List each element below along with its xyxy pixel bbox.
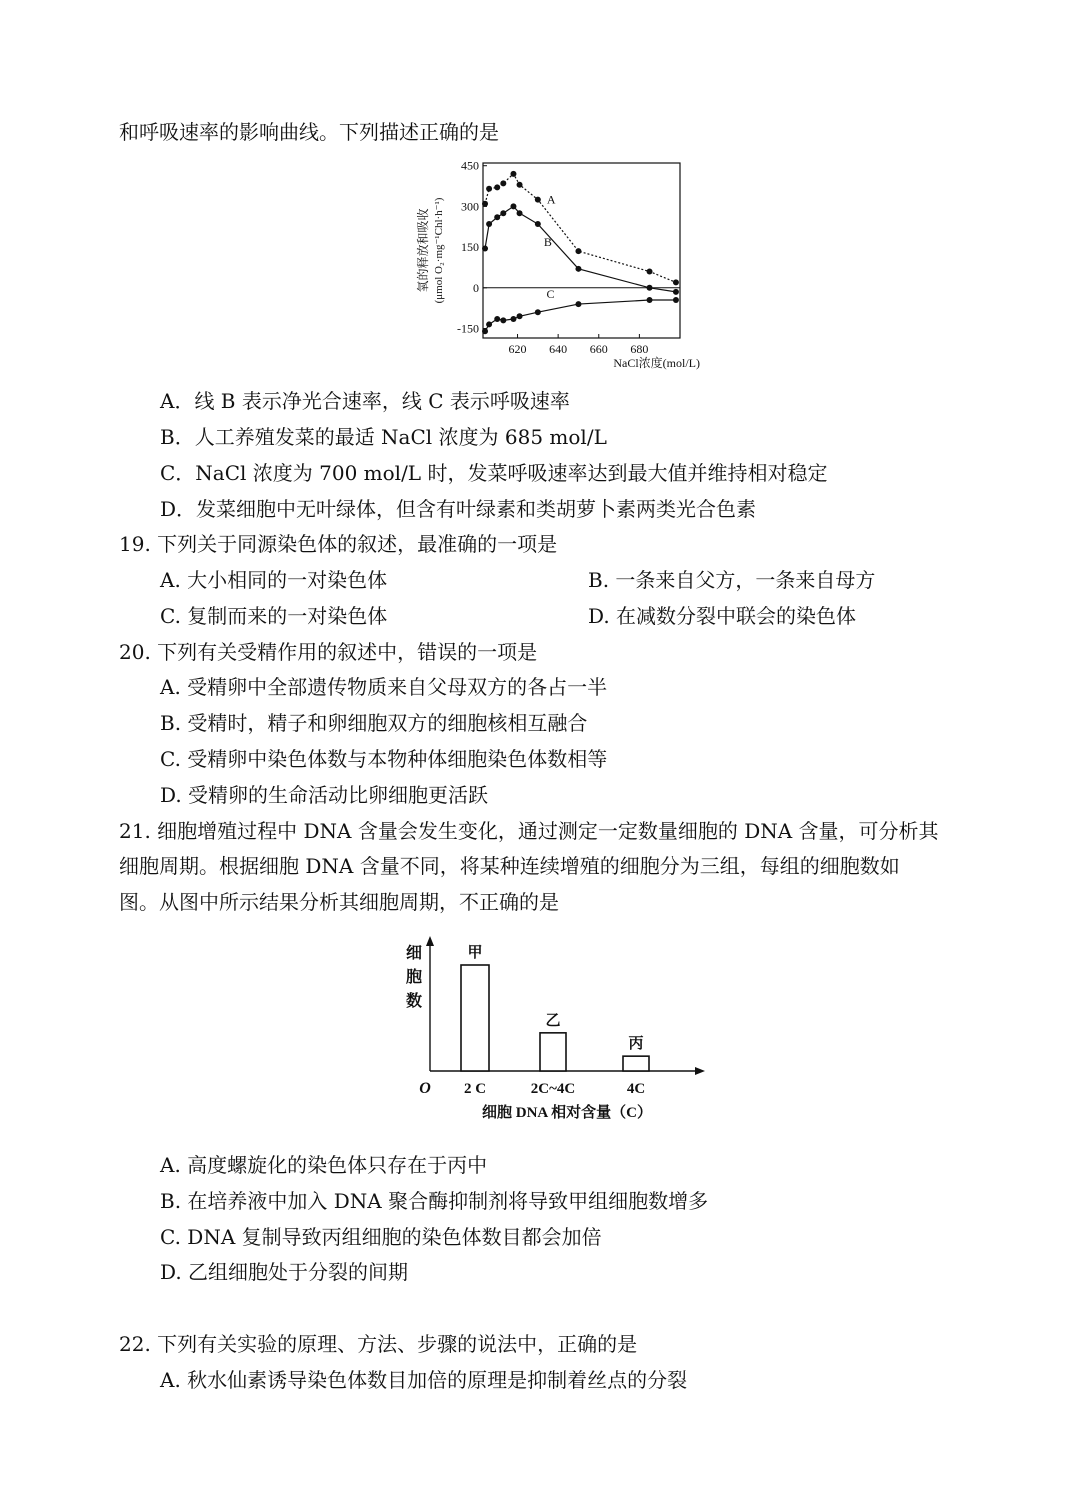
q20-option-c: C. 受精卵中染色体数与本物种体细胞染色体数相等 xyxy=(160,747,608,771)
y-axis-arrow xyxy=(426,936,434,946)
series-c-point xyxy=(673,297,679,303)
q18-option-a: A．线 B 表示净光合速率，线 C 表示呼吸速率 xyxy=(160,389,570,413)
series-b-point xyxy=(482,245,488,251)
bar-label-3: 丙 xyxy=(628,1036,644,1053)
series-b-label: B xyxy=(543,235,552,250)
bar-2 xyxy=(540,1033,566,1071)
q19-stem: 19. 下列关于同源染色体的叙述，最准确的一项是 xyxy=(119,532,558,556)
bar-label-2: 乙 xyxy=(545,1012,561,1029)
q21-option-a: A. 高度螺旋化的染色体只存在于丙中 xyxy=(160,1153,488,1177)
series-a-point xyxy=(647,269,653,275)
q19-option-c: C. 复制而来的一对染色体 xyxy=(160,604,388,628)
series-c-point xyxy=(510,316,516,322)
x-tick-label: 660 xyxy=(589,342,608,356)
series-b-point xyxy=(486,221,492,227)
x-tick-label: 640 xyxy=(549,342,568,356)
series-c-point xyxy=(535,309,541,315)
x-tick-label: 620 xyxy=(508,342,527,356)
series-c-point xyxy=(486,321,492,327)
q19-option-a: A. 大小相同的一对染色体 xyxy=(160,568,388,592)
series-a-point xyxy=(517,182,523,188)
q18-option-b: B．人工养殖发菜的最适 NaCl 浓度为 685 mol/L xyxy=(160,425,607,449)
series-a-line xyxy=(485,174,676,283)
y-axis-label-char: 数 xyxy=(405,993,423,1010)
q22-stem: 22. 下列有关实验的原理、方法、步骤的说法中，正确的是 xyxy=(119,1332,638,1356)
q21-stem-line-3: 图。从图中所示结果分析其细胞周期，不正确的是 xyxy=(119,890,559,914)
y-tick-label: 150 xyxy=(461,240,479,255)
q18-option-c: C．NaCl 浓度为 700 mol/L 时，发菜呼吸速率达到最大值并维持相对稳定 xyxy=(160,461,828,485)
x-axis-arrow xyxy=(695,1067,705,1075)
series-a-point xyxy=(500,180,506,186)
origin-label: O xyxy=(419,1080,431,1097)
series-c-point xyxy=(517,313,523,319)
q20-option-a: A. 受精卵中全部遗传物质来自父母双方的各占一半 xyxy=(160,675,608,699)
y-axis-label-char: 胞 xyxy=(405,969,423,986)
bar-3 xyxy=(623,1056,649,1071)
q18-option-d: D．发菜细胞中无叶绿体，但含有叶绿素和类胡萝卜素两类光合色素 xyxy=(160,497,757,521)
series-b-point xyxy=(494,214,500,220)
series-a-point xyxy=(486,186,492,192)
nacl-oxygen-chart xyxy=(405,155,715,375)
y-axis-label-char: 细 xyxy=(405,945,423,962)
y-axis-label-line-2: (μmol O₂·mg⁻¹Chl·h⁻¹) xyxy=(433,197,445,304)
x-tick-label: 680 xyxy=(630,342,649,356)
series-b-point xyxy=(673,289,679,295)
series-c-point xyxy=(647,297,653,303)
q22-option-a: A. 秋水仙素诱导染色体数目加倍的原理是抑制着丝点的分裂 xyxy=(160,1368,688,1392)
series-a-point xyxy=(494,184,500,190)
series-b-point xyxy=(517,210,523,216)
dna-content-bar-chart xyxy=(395,928,715,1128)
series-c-point xyxy=(494,316,500,322)
series-a-point xyxy=(673,279,679,285)
y-axis-label-line-1: 氧的释放和吸收 xyxy=(416,208,430,293)
category-label-1: 2 C xyxy=(463,1081,487,1097)
bar-label-1: 甲 xyxy=(467,945,483,961)
series-a-point xyxy=(535,197,541,203)
y-tick-label: 300 xyxy=(461,199,479,214)
q19-option-b: B. 一条来自父方，一条来自母方 xyxy=(588,568,876,592)
series-a-label: A xyxy=(546,192,556,207)
series-a-point xyxy=(575,248,581,254)
q20-option-b: B. 受精时，精子和卵细胞双方的细胞核相互融合 xyxy=(160,711,588,735)
category-label-2: 2C~4C xyxy=(530,1081,576,1097)
q18-stem: 和呼吸速率的影响曲线。下列描述正确的是 xyxy=(119,120,499,144)
series-b-point xyxy=(500,210,506,216)
series-c-point xyxy=(575,301,581,307)
y-tick-label: 450 xyxy=(461,158,479,173)
plot-frame xyxy=(483,163,680,338)
series-a-point xyxy=(510,171,516,177)
series-c-label: C xyxy=(546,287,555,302)
q20-stem: 20. 下列有关受精作用的叙述中，错误的一项是 xyxy=(119,640,538,664)
q21-stem-line-2: 细胞周期。根据细胞 DNA 含量不同，将某种连续增殖的细胞分为三组，每组的细胞数如 xyxy=(119,854,900,878)
x-axis-label: 细胞 DNA 相对含量（C） xyxy=(481,1105,653,1121)
q21-option-b: B. 在培养液中加入 DNA 聚合酶抑制剂将导致甲组细胞数增多 xyxy=(160,1189,709,1213)
category-label-3: 4C xyxy=(626,1081,646,1097)
series-c-point xyxy=(500,317,506,323)
series-a-point xyxy=(482,201,488,207)
x-axis-label: NaCl浓度(mol/L) xyxy=(613,356,700,370)
q19-option-d: D. 在减数分裂中联会的染色体 xyxy=(588,604,857,628)
q21-option-d: D. 乙组细胞处于分裂的间期 xyxy=(160,1260,409,1284)
q21-option-c: C. DNA 复制导致丙组细胞的染色体数目都会加倍 xyxy=(160,1225,602,1249)
y-tick-label: 0 xyxy=(473,280,479,295)
series-b-point xyxy=(575,266,581,272)
series-b-point xyxy=(510,203,516,209)
y-tick-label: -150 xyxy=(457,321,479,336)
bar-1 xyxy=(461,965,489,1071)
series-b-point xyxy=(647,285,653,291)
series-c-point xyxy=(482,328,488,334)
series-b-point xyxy=(535,221,541,227)
q20-option-d: D. 受精卵的生命活动比卵细胞更活跃 xyxy=(160,783,489,807)
q21-stem-line-1: 21. 细胞增殖过程中 DNA 含量会发生变化，通过测定一定数量细胞的 DNA 含量，可分析其 xyxy=(119,819,939,843)
